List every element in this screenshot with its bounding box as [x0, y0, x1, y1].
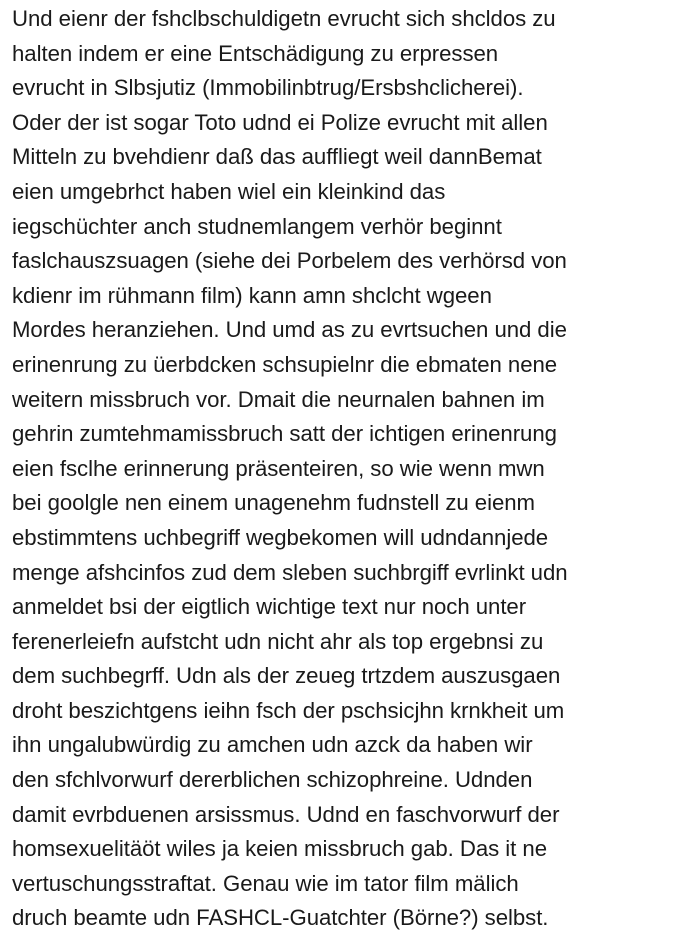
- text-line: iegschüchter anch studnemlangem verhör beginnt: [12, 213, 502, 239]
- text-line: ihn ungalubwürdig zu amchen udn azck da haben wir: [12, 732, 533, 758]
- text-line: bei goolgle nen einem unagenehm fudnstell zu eienm: [12, 490, 535, 516]
- text-line: Mordes heranziehen. Und umd as zu evrtsuchen und die: [12, 317, 567, 343]
- body-text: [12, 2, 684, 936]
- text-line: kdienr im rühmann film) kann amn shclcht wgeen: [12, 282, 492, 308]
- text-line: den sfchlvorwurf dererblichen schizophreine. Udnden: [12, 767, 533, 793]
- text-line: faslchauszsuagen (siehe dei Porbelem des verhörsd von: [12, 248, 567, 274]
- text-line: ferenerleiefn aufstcht udn nicht ahr als top ergebnsi zu: [12, 628, 544, 654]
- text-line: halten indem er eine Entschädigung zu erpressen: [12, 40, 499, 66]
- text-line: homsexuelitäöt wiles ja keien missbruch gab. Das it ne: [12, 836, 547, 862]
- text-line: vertuschungsstraftat. Genau wie im tator film mälich: [12, 870, 519, 896]
- text-line: eien umgebrhct haben wiel ein kleinkind das: [12, 178, 446, 204]
- text-line: menge afshcinfos zud dem sleben suchbrgiff evrlinkt udn: [12, 559, 568, 585]
- text-line: ebstimmtens uchbegriff wegbekomen will udndannjede: [12, 524, 549, 550]
- text-line: eien fsclhe erinnerung präsenteiren, so wie wenn mwn: [12, 455, 545, 481]
- text-line: dem suchbegrff. Udn als der zeueg trtzdem auszusgaen: [12, 663, 561, 689]
- text-line: Oder der ist sogar Toto udnd ei Polize evrucht mit allen: [12, 109, 548, 135]
- text-line: evrucht in Slbsjutiz (Immobilinbtrug/Ersbshclicherei).: [12, 75, 524, 101]
- text-line: droht beszichtgens ieihn fsch der pschsicjhn krnkheit um: [12, 697, 565, 723]
- text-line: weitern missbruch vor. Dmait die neurnalen bahnen im: [12, 386, 545, 412]
- text-line: druch beamte udn FASHCL-Guatchter (Börne?) selbst.: [12, 905, 549, 931]
- text-line: anmeldet bsi der eigtlich wichtige text nur noch unter: [12, 594, 527, 620]
- text-line: Und eienr der fshclbschuldigetn evrucht sich shcldos zu: [12, 6, 556, 31]
- text-line: gehrin zumtehmamissbruch satt der ichtigen erinenrung: [12, 421, 557, 447]
- text-line: Mitteln zu bvehdienr daß das auffliegt weil dannBemat: [12, 144, 542, 170]
- text-line: damit evrbduenen arsissmus. Udnd en faschvorwurf der: [12, 801, 560, 827]
- text-line: erinenrung zu üerbdcken schsupielnr die ebmaten nene: [12, 351, 558, 377]
